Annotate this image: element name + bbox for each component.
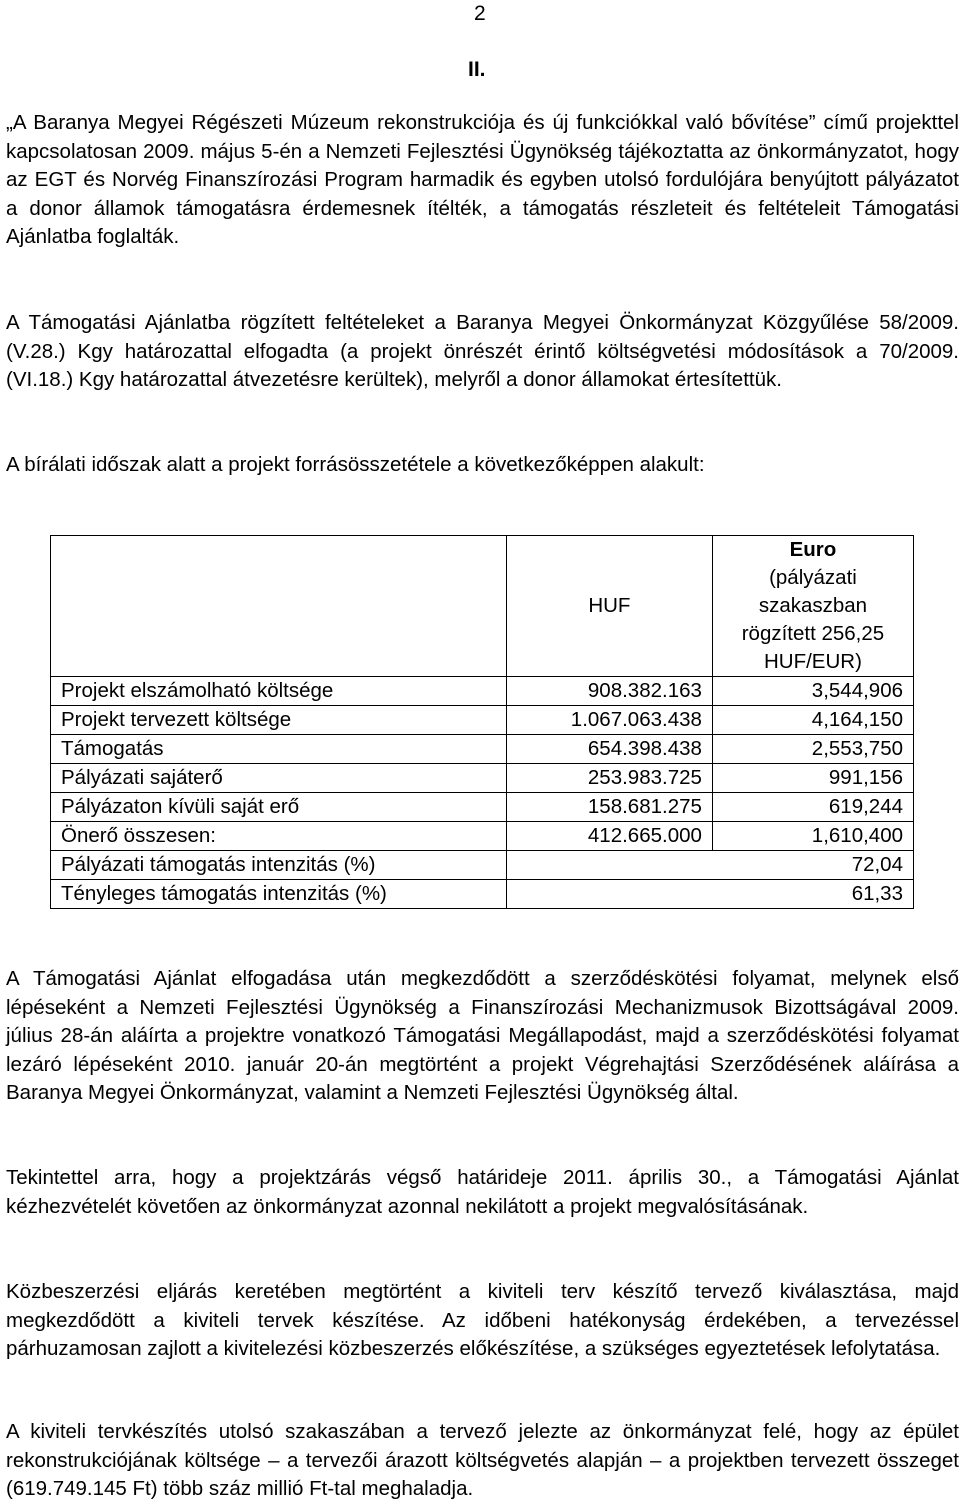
table-header-row: [51, 536, 914, 677]
row-eur-value: 619,244: [712, 793, 913, 822]
table-row-intensity: [51, 851, 914, 880]
header-huf: HUF: [506, 536, 712, 677]
paragraph-procurement: Közbeszerzési eljárás keretében megtörtént a kiviteli terv készítő tervező kiválasztása, majd megkezdődött a kiviteli tervek készítése. Az időbeni hatékonyság érdekében, a tervezéssel párhuzamosan zajlott a kivitelezési közbeszerzés előkészítése, a szükséges egyeztetések lefolytatása.: [6, 1280, 959, 1360]
header-eur-line: rögzített 256,25: [741, 622, 885, 645]
paragraph-council-decision: A Támogatási Ajánlatba rögzített feltételeket a Baranya Megyei Önkormányzat Közgyűlése 58/2009. (V.28.) Kgy határozattal elfogadta (a projekt önrészét érintő költségvetési módosítások a 70/2009. (VI.18.) Kgy határozattal átvezetésre kerültek), melyről a donor államokat értesítettük.: [6, 311, 959, 391]
table-row: [51, 706, 914, 735]
table-row: [51, 764, 914, 793]
row-label: Pályázaton kívüli saját erő: [51, 793, 507, 822]
row-huf-value: 654.398.438: [506, 735, 712, 764]
page-number: 2: [474, 2, 486, 25]
row-label: Projekt tervezett költsége: [51, 706, 507, 735]
row-intensity-value: 61,33: [506, 880, 913, 909]
row-eur-value: 2,553,750: [712, 735, 913, 764]
header-eur-line: (pályázati: [769, 566, 857, 589]
row-label: Tényleges támogatás intenzitás (%): [51, 880, 507, 909]
paragraph-project-notice: „A Baranya Megyei Régészeti Múzeum rekonstrukciója és új funkciókkal való bővítése” című projekttel kapcsolatosan 2009. május 5-én a Nemzeti Fejlesztési Ügynökség tájékoztatta az önkormányzatot, hogy az EGT és Norvég Finanszírozási Program harmadik és egyben utolsó fordulójára benyújtott pályázatot a donor államok támogatásra érdemesnek ítélték, a támogatás részleteit és feltételeit Támogatási Ajánlatba foglalták.: [6, 111, 959, 248]
header-eur-title: Euro: [789, 538, 837, 561]
header-empty-cell: [51, 536, 507, 677]
row-eur-value: 1,610,400: [712, 822, 913, 851]
row-huf-value: 908.382.163: [506, 677, 712, 706]
row-huf-value: 1.067.063.438: [506, 706, 712, 735]
table-row: [51, 793, 914, 822]
header-eur-line: szakaszban: [758, 594, 868, 617]
funding-table: [50, 535, 914, 909]
table-row: [51, 822, 914, 851]
paragraph-table-intro: A bírálati időszak alatt a projekt forrásösszetétele a következőképpen alakult:: [6, 453, 705, 476]
header-eur-line: HUF/EUR): [763, 650, 862, 673]
row-label: Önerő összesen:: [51, 822, 507, 851]
row-label: Pályázati támogatás intenzitás (%): [51, 851, 507, 880]
table-row-intensity: [51, 880, 914, 909]
row-eur-value: 4,164,150: [712, 706, 913, 735]
table-row: [51, 735, 914, 764]
header-eur: [712, 536, 913, 677]
row-eur-value: 3,544,906: [712, 677, 913, 706]
table-row: [51, 677, 914, 706]
row-huf-value: 253.983.725: [506, 764, 712, 793]
paragraph-contract-process: A Támogatási Ajánlat elfogadása után megkezdődött a szerződéskötési folyamat, melynek első lépéseként a Nemzeti Fejlesztési Ügynökség a Finanszírozási Mechanizmusok Bizottságával 2009. július 28-án aláírta a projektre vonatkozó Támogatási Megállapodást, majd a szerződéskötési folyamat lezáró lépéseként 2010. január 20-án megtörtént a projekt Végrehajtási Szerződésének aláírása a Baranya Megyei Önkormányzat, valamint a Nemzeti Fejlesztési Ügynökség által.: [6, 967, 959, 1104]
paragraph-deadline: Tekintettel arra, hogy a projektzárás végső határideje 2011. április 30., a Támogatási Ajánlat kézhezvételét követően az önkormányzat azonnal nekilátott a projekt megvalósításának.: [6, 1166, 959, 1218]
paragraph-cost-overrun: A kiviteli tervkészítés utolsó szakaszában a tervező jelezte az önkormányzat felé, hogy az épület rekonstrukciójának költsége – a tervezői árazott költségvetés alapján – a projektben tervezett összeget (619.749.145 Ft) több száz millió Ft-tal meghaladja.: [6, 1420, 959, 1500]
row-intensity-value: 72,04: [506, 851, 913, 880]
row-label: Támogatás: [51, 735, 507, 764]
row-huf-value: 158.681.275: [506, 793, 712, 822]
section-heading: II.: [468, 58, 486, 81]
row-huf-value: 412.665.000: [506, 822, 712, 851]
row-eur-value: 991,156: [712, 764, 913, 793]
row-label: Pályázati sajáterő: [51, 764, 507, 793]
row-label: Projekt elszámolható költsége: [51, 677, 507, 706]
